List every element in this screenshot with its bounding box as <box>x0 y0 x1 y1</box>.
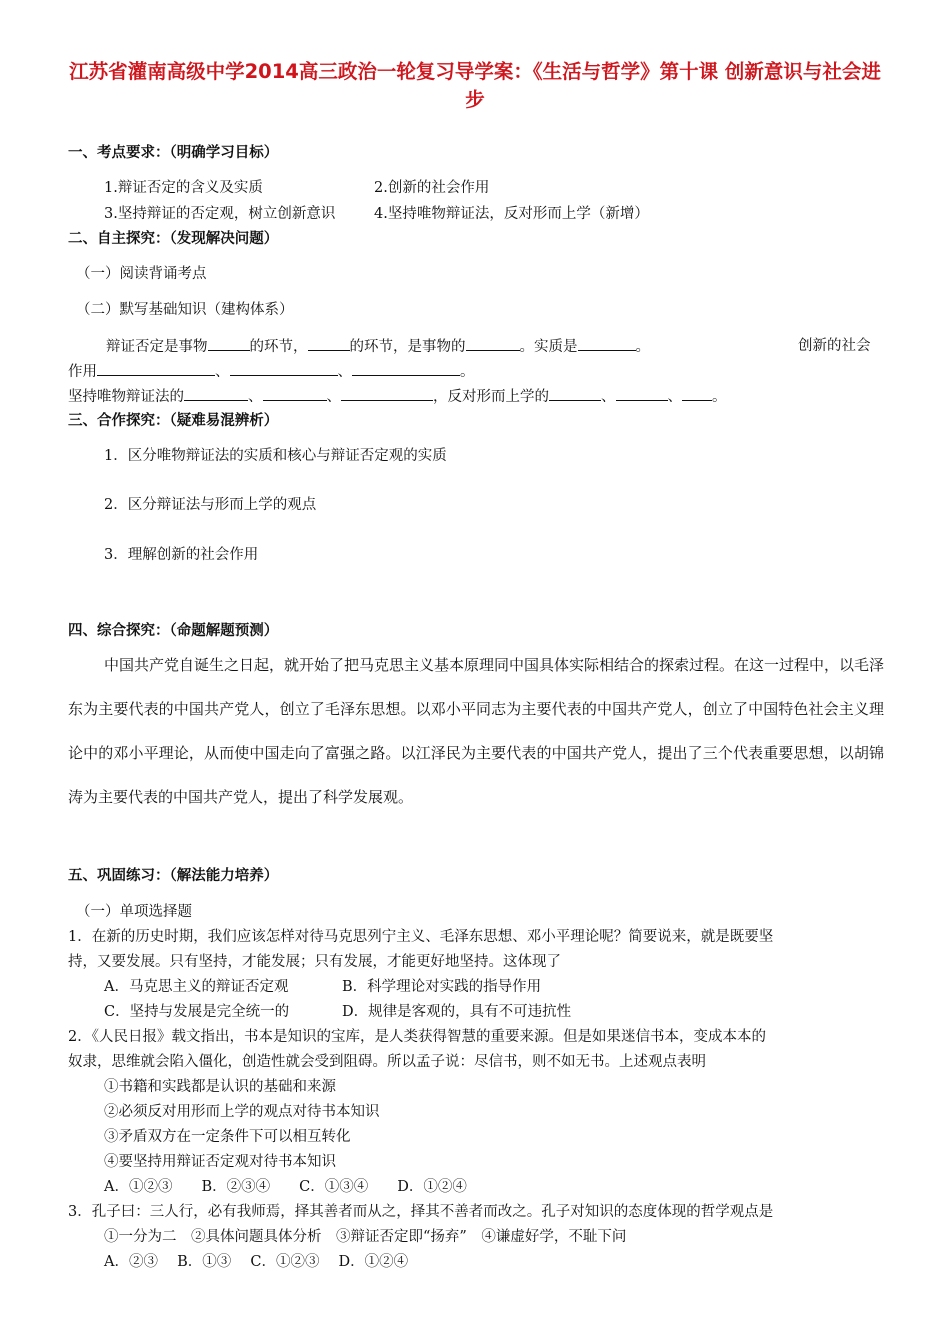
question-text: 奴隶，思维就会陷入僵化，创造性就会受到阻碍。所以孟子说：尽信书，则不如无书。上述观点表明 <box>68 1054 706 1070</box>
choice-option: B．科学理论对实践的指导作用 <box>342 979 542 995</box>
fill-in-line-2 <box>68 361 475 382</box>
statement-option: ④要坚持用辩证否定观对待书本知识 <box>104 1154 336 1170</box>
choice-option: D．规律是客观的，具有不可违抗性 <box>342 1004 572 1020</box>
answer-blank[interactable] <box>308 336 350 351</box>
answer-blank[interactable] <box>352 361 460 376</box>
fill-text: 。实质是 <box>519 339 578 355</box>
answer-blank[interactable] <box>341 386 433 401</box>
subsection-label: （一）阅读背诵考点 <box>76 266 207 282</box>
objective-item: 4.坚持唯物辩证法，反对形而上学（新增） <box>374 206 649 222</box>
answer-blank[interactable] <box>230 361 338 376</box>
fill-in-line-1 <box>106 336 650 357</box>
section-4-heading: 四、综合探究：（命题解题预测） <box>68 623 279 639</box>
fill-in-line-3 <box>68 386 727 407</box>
fill-text: 作用 <box>68 364 97 380</box>
fill-text: 辩证否定是事物 <box>106 339 208 355</box>
answer-blank[interactable] <box>97 361 215 376</box>
question-text: 2．《人民日报》载文指出，书本是知识的宝库，是人类获得智慧的重要来源。但是如果迷信书本，变成本本的 <box>68 1029 766 1045</box>
answer-choices: A．①②③ B．②③④ C．①③④ D．①②④ <box>104 1179 467 1195</box>
statement-option: ③矛盾双方在一定条件下可以相互转化 <box>104 1129 351 1145</box>
fill-text: 的环节， <box>249 339 308 355</box>
fill-text: 。 <box>712 389 727 405</box>
answer-blank[interactable] <box>682 386 712 401</box>
fill-text: 、 <box>326 389 341 405</box>
document-title: 江苏省灌南高级中学2014高三政治一轮复习导学案：《生活与哲学》第十课 创新意识与社会进步 <box>69 60 881 111</box>
fill-text: 、 <box>248 389 263 405</box>
question-text: 3．孔子曰：三人行，必有我师焉，择其善者而从之，择其不善者而改之。孔子对知识的态度体现的哲学观点是 <box>68 1204 774 1220</box>
fill-text: 、 <box>601 389 616 405</box>
answer-blank[interactable] <box>466 336 520 351</box>
case-paragraph: 中国共产党自诞生之日起，就开始了把马克思主义基本原理同中国具体实际相结合的探索过程。在这一过程中，以毛泽东为主要代表的中国共产党人，创立了毛泽东思想。以邓小平同志为主要代表的中国共产党人，创立了中国特色社会主义理论中的邓小平理论，从而使中国走向了富强之路。以江泽民为主要代表的中国共产党人，提出了三个代表重要思想，以胡锦涛为主要代表的中国共产党人，提出了科学发展观。 <box>68 656 885 806</box>
statement-option: ②必须反对用形而上学的观点对待书本知识 <box>104 1104 380 1120</box>
answer-blank[interactable] <box>578 336 636 351</box>
discussion-item: 2．区分辩证法与形而上学的观点 <box>104 497 317 513</box>
fill-text: 创新的社会 <box>798 338 871 354</box>
section-2-heading: 二、自主探究：（发现解决问题） <box>68 231 279 247</box>
fill-text: 坚持唯物辩证法的 <box>68 389 184 405</box>
section-3-heading: 三、合作探究：（疑难易混辨析） <box>68 413 279 429</box>
discussion-item: 3．理解创新的社会作用 <box>104 547 259 563</box>
subsection-label: （二）默写基础知识（建构体系） <box>76 302 294 318</box>
answer-blank[interactable] <box>184 386 248 401</box>
answer-blank[interactable] <box>616 386 668 401</box>
statement-options: ①一分为二 ②具体问题具体分析 ③辩证否定即“扬弃” ④谦虚好学，不耻下问 <box>104 1229 627 1245</box>
answer-blank[interactable] <box>208 336 250 351</box>
section-1-heading: 一、考点要求：（明确学习目标） <box>68 145 279 161</box>
question-text: 1．在新的历史时期，我们应该怎样对待马克思列宁主义、毛泽东思想、邓小平理论呢？简要说来，就是既要坚 <box>68 929 774 945</box>
objective-item: 1.辩证否定的含义及实质 <box>104 180 263 196</box>
fill-text: 、 <box>215 364 230 380</box>
fill-text: 。 <box>460 364 475 380</box>
choice-option: C．坚持与发展是完全统一的 <box>104 1004 290 1020</box>
choice-option: A．马克思主义的辩证否定观 <box>104 979 289 995</box>
fill-text: 、 <box>337 364 352 380</box>
answer-blank[interactable] <box>263 386 327 401</box>
discussion-item: 1．区分唯物辩证法的实质和核心与辩证否定观的实质 <box>104 448 447 464</box>
fill-text: 的环节，是事物的 <box>349 339 466 355</box>
objective-item: 3.坚持辩证的否定观，树立创新意识 <box>104 206 336 222</box>
answer-blank[interactable] <box>549 386 601 401</box>
fill-text: ，反对形而上学的 <box>433 389 549 405</box>
fill-text: 。 <box>635 339 650 355</box>
fill-text: 、 <box>667 389 682 405</box>
statement-option: ①书籍和实践都是认识的基础和来源 <box>104 1079 336 1095</box>
subsection-label: （一）单项选择题 <box>76 904 192 920</box>
objective-item: 2.创新的社会作用 <box>374 180 490 196</box>
answer-choices: A．②③ B．①③ C．①②③ D．①②④ <box>104 1254 409 1270</box>
question-text: 持，又要发展。只有坚持，才能发展；只有发展，才能更好地坚持。这体现了 <box>68 954 561 970</box>
section-5-heading: 五、巩固练习：（解法能力培养） <box>68 868 279 884</box>
